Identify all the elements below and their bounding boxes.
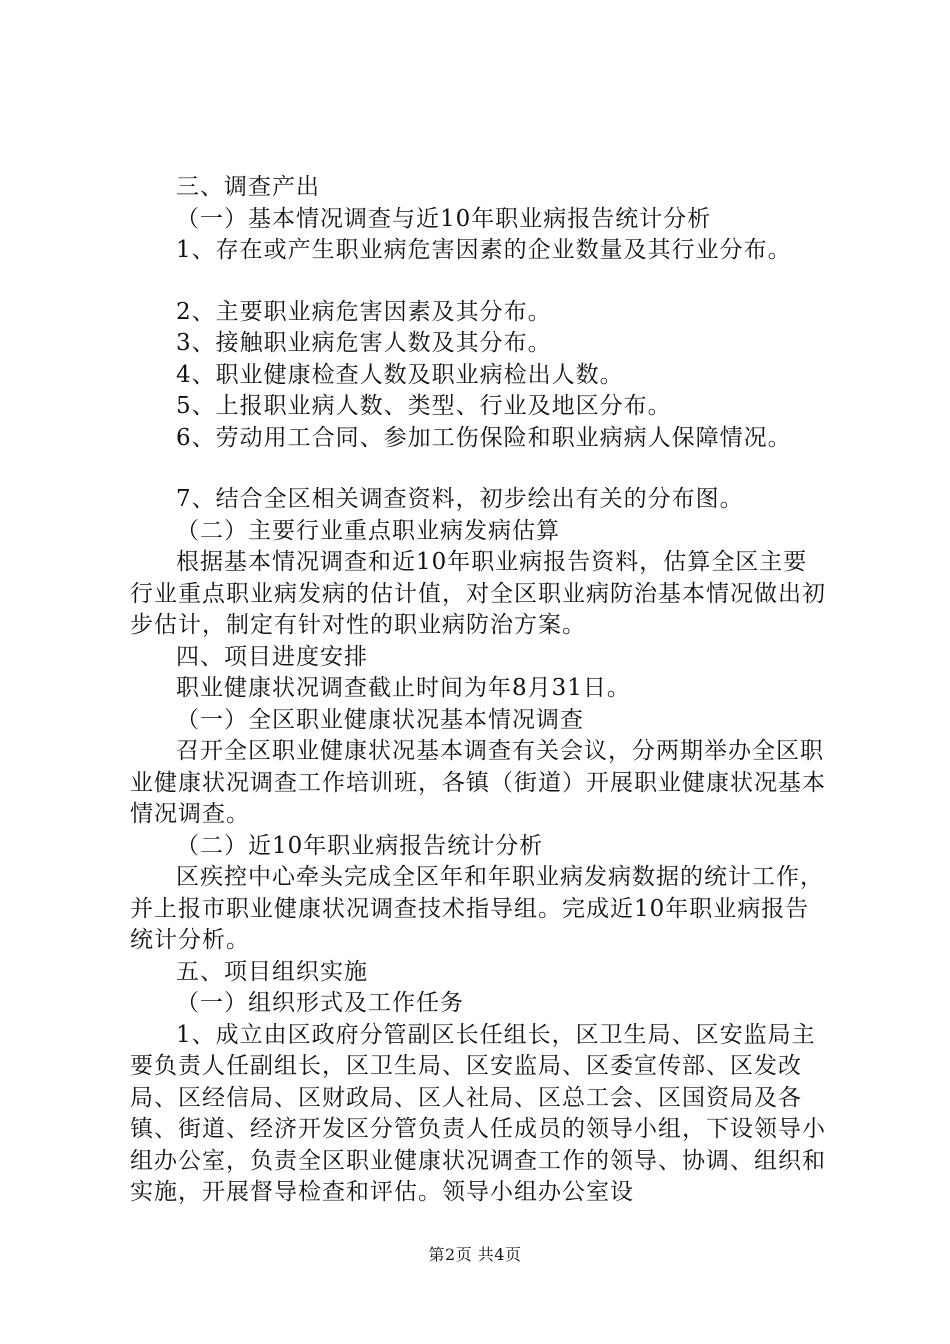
body-paragraph: 职业健康状况调查截止时间为年8月31日。	[176, 675, 631, 701]
subsection-heading: （一）组织形式及工作任务	[176, 990, 464, 1016]
list-item: 5、上报职业病人数、类型、行业及地区分布。	[176, 393, 672, 419]
subsection-heading: （二）近10年职业病报告统计分析	[176, 832, 544, 859]
section-heading-4: 四、项目进度安排	[176, 643, 368, 670]
list-item: 2、主要职业病危害因素及其分布。	[176, 298, 552, 325]
list-item: 1、存在或产生职业病危害因素的企业数量及其行业分布。	[176, 237, 792, 263]
list-item: 4、职业健康检查人数及职业病检出人数。	[176, 361, 624, 388]
list-item: 6、劳动用工合同、参加工伤保险和职业病病人保障情况。	[176, 424, 792, 451]
body-paragraph: 1、成立由区政府分管副区长任组长，区卫生局、区安监局主要负责人任副组长，区卫生局、区安监局、区委宣传部、区发改局、区经信局、区财政局、区人社局、区总工会、区国资局及各镇、街道、经济开发区分管负责人任成员的领导小组，下设领导小组办公室，负责全区职业健康状况调查工作的领导、协调、组织和实施，开展督导检查和评估。领导小组办公室设	[130, 1021, 826, 1205]
document-body	[130, 172, 830, 1209]
subsection-heading: （一）全区职业健康状况基本情况调查	[176, 706, 584, 733]
list-item: 7、结合全区相关调查资料，初步绘出有关的分布图。	[176, 486, 744, 512]
body-paragraph: 区疾控中心牵头完成全区年和年职业病发病数据的统计工作，并上报市职业健康状况调查技术指导组。完成近10年职业病报告统计分析。	[130, 864, 824, 953]
section-heading-3: 三、调查产出	[176, 174, 320, 200]
body-paragraph: 根据基本情况调查和近10年职业病报告资料，估算全区主要行业重点职业病发病的估计值，对全区职业病防治基本情况做出初步估计，制定有针对性的职业病防治方案。	[130, 549, 826, 638]
section-heading-5: 五、项目组织实施	[176, 958, 368, 985]
page-footer: 第2页 共4页	[428, 1245, 522, 1264]
subsection-heading: （二）主要行业重点职业病发病估算	[176, 517, 560, 544]
list-item: 3、接触职业病危害人数及其分布。	[176, 330, 552, 356]
subsection-heading: （一）基本情况调查与近10年职业病报告统计分析	[176, 205, 712, 232]
body-paragraph: 召开全区职业健康状况基本调查有关会议，分两期举办全区职业健康状况调查工作培训班，各镇（街道）开展职业健康状况基本情况调查。	[130, 738, 826, 827]
